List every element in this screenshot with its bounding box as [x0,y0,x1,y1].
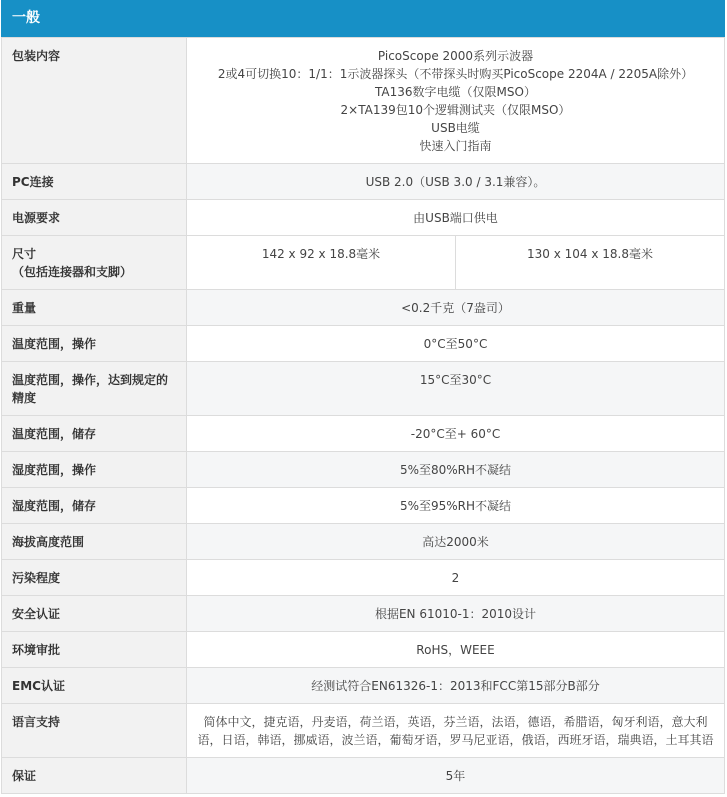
spec-row-weight [2,290,725,326]
row-value: 5年 [187,758,725,794]
spec-row-contents [2,38,725,164]
spec-row-altitude [2,524,725,560]
spec-row-hum-store [2,488,725,524]
spec-row-power [2,200,725,236]
row-value: -20°C至+ 60°C [187,416,725,452]
size-label: 尺寸 [12,247,37,261]
row-label: 语言支持 [2,704,187,758]
row-value: 经测试符合EN61326-1：2013和FCC第15部分B部分 [187,668,725,704]
row-label: 安全认证 [2,596,187,632]
spec-row-pollution [2,560,725,596]
row-label: 湿度范围，操作 [2,452,187,488]
row-label: 保证 [2,758,187,794]
spec-row-languages [2,704,725,758]
row-value: 0°C至50°C [187,326,725,362]
row-label: 包装内容 [2,38,187,164]
row-label: 温度范围，储存 [2,416,187,452]
row-label [2,236,187,290]
row-value-b: 130 x 104 x 18.8毫米 [456,236,725,290]
row-label: 温度范围，操作，达到规定的精度 [2,362,187,416]
spec-row-hum-op [2,452,725,488]
contents-line: PicoScope 2000系列示波器 [377,49,534,63]
section-title: 一般 [12,10,40,26]
spec-row-safety [2,596,725,632]
row-label: 电源要求 [2,200,187,236]
section-header [1,0,725,37]
row-value [187,38,725,164]
row-label: 污染程度 [2,560,187,596]
row-label: 重量 [2,290,187,326]
contents-line: 2或4可切换10：1/1：1示波器探头（不带探头时购买PicoScope 2204A / 2205A除外） [217,67,694,81]
row-value: 由USB端口供电 [187,200,725,236]
row-value: 高达2000米 [187,524,725,560]
spec-row-pc [2,164,725,200]
spec-row-emc [2,668,725,704]
row-value: 5%至80%RH不凝结 [187,452,725,488]
spec-table [1,0,725,794]
spec-row-temp-op [2,326,725,362]
row-value: 15°C至30°C [187,362,725,416]
row-value-a: 142 x 92 x 18.8毫米 [187,236,456,290]
contents-line: 快速入门指南 [419,139,492,153]
row-value: 2 [187,560,725,596]
row-label: PC连接 [2,164,187,200]
row-label: 海拔高度范围 [2,524,187,560]
contents-line: TA136数字电缆（仅限MSO） [375,85,536,99]
spec-row-temp-store [2,416,725,452]
row-value: 5%至95%RH不凝结 [187,488,725,524]
row-label: 温度范围，操作 [2,326,187,362]
spec-grid [1,37,725,794]
row-label: 环境审批 [2,632,187,668]
row-label: 湿度范围，储存 [2,488,187,524]
row-value: <0.2千克（7盎司） [187,290,725,326]
spec-row-size [2,236,725,290]
size-label-note: （包括连接器和支脚） [12,265,133,279]
spec-row-environment [2,632,725,668]
spec-row-warranty [2,758,725,794]
row-value: 简体中文，捷克语，丹麦语，荷兰语，英语，芬兰语，法语，德语，希腊语，匈牙利语，意大利语，日语，韩语，挪威语，波兰语，葡萄牙语，罗马尼亚语，俄语，西班牙语，瑞典语，土耳其语 [187,704,725,758]
spec-row-temp-accuracy [2,362,725,416]
contents-line: 2×TA139包10个逻辑测试夹（仅限MSO） [340,103,571,117]
row-value: RoHS，WEEE [187,632,725,668]
contents-line: USB电缆 [431,121,480,135]
row-value: USB 2.0（USB 3.0 / 3.1兼容）。 [187,164,725,200]
row-value: 根据EN 61010-1：2010设计 [187,596,725,632]
row-label: EMC认证 [2,668,187,704]
